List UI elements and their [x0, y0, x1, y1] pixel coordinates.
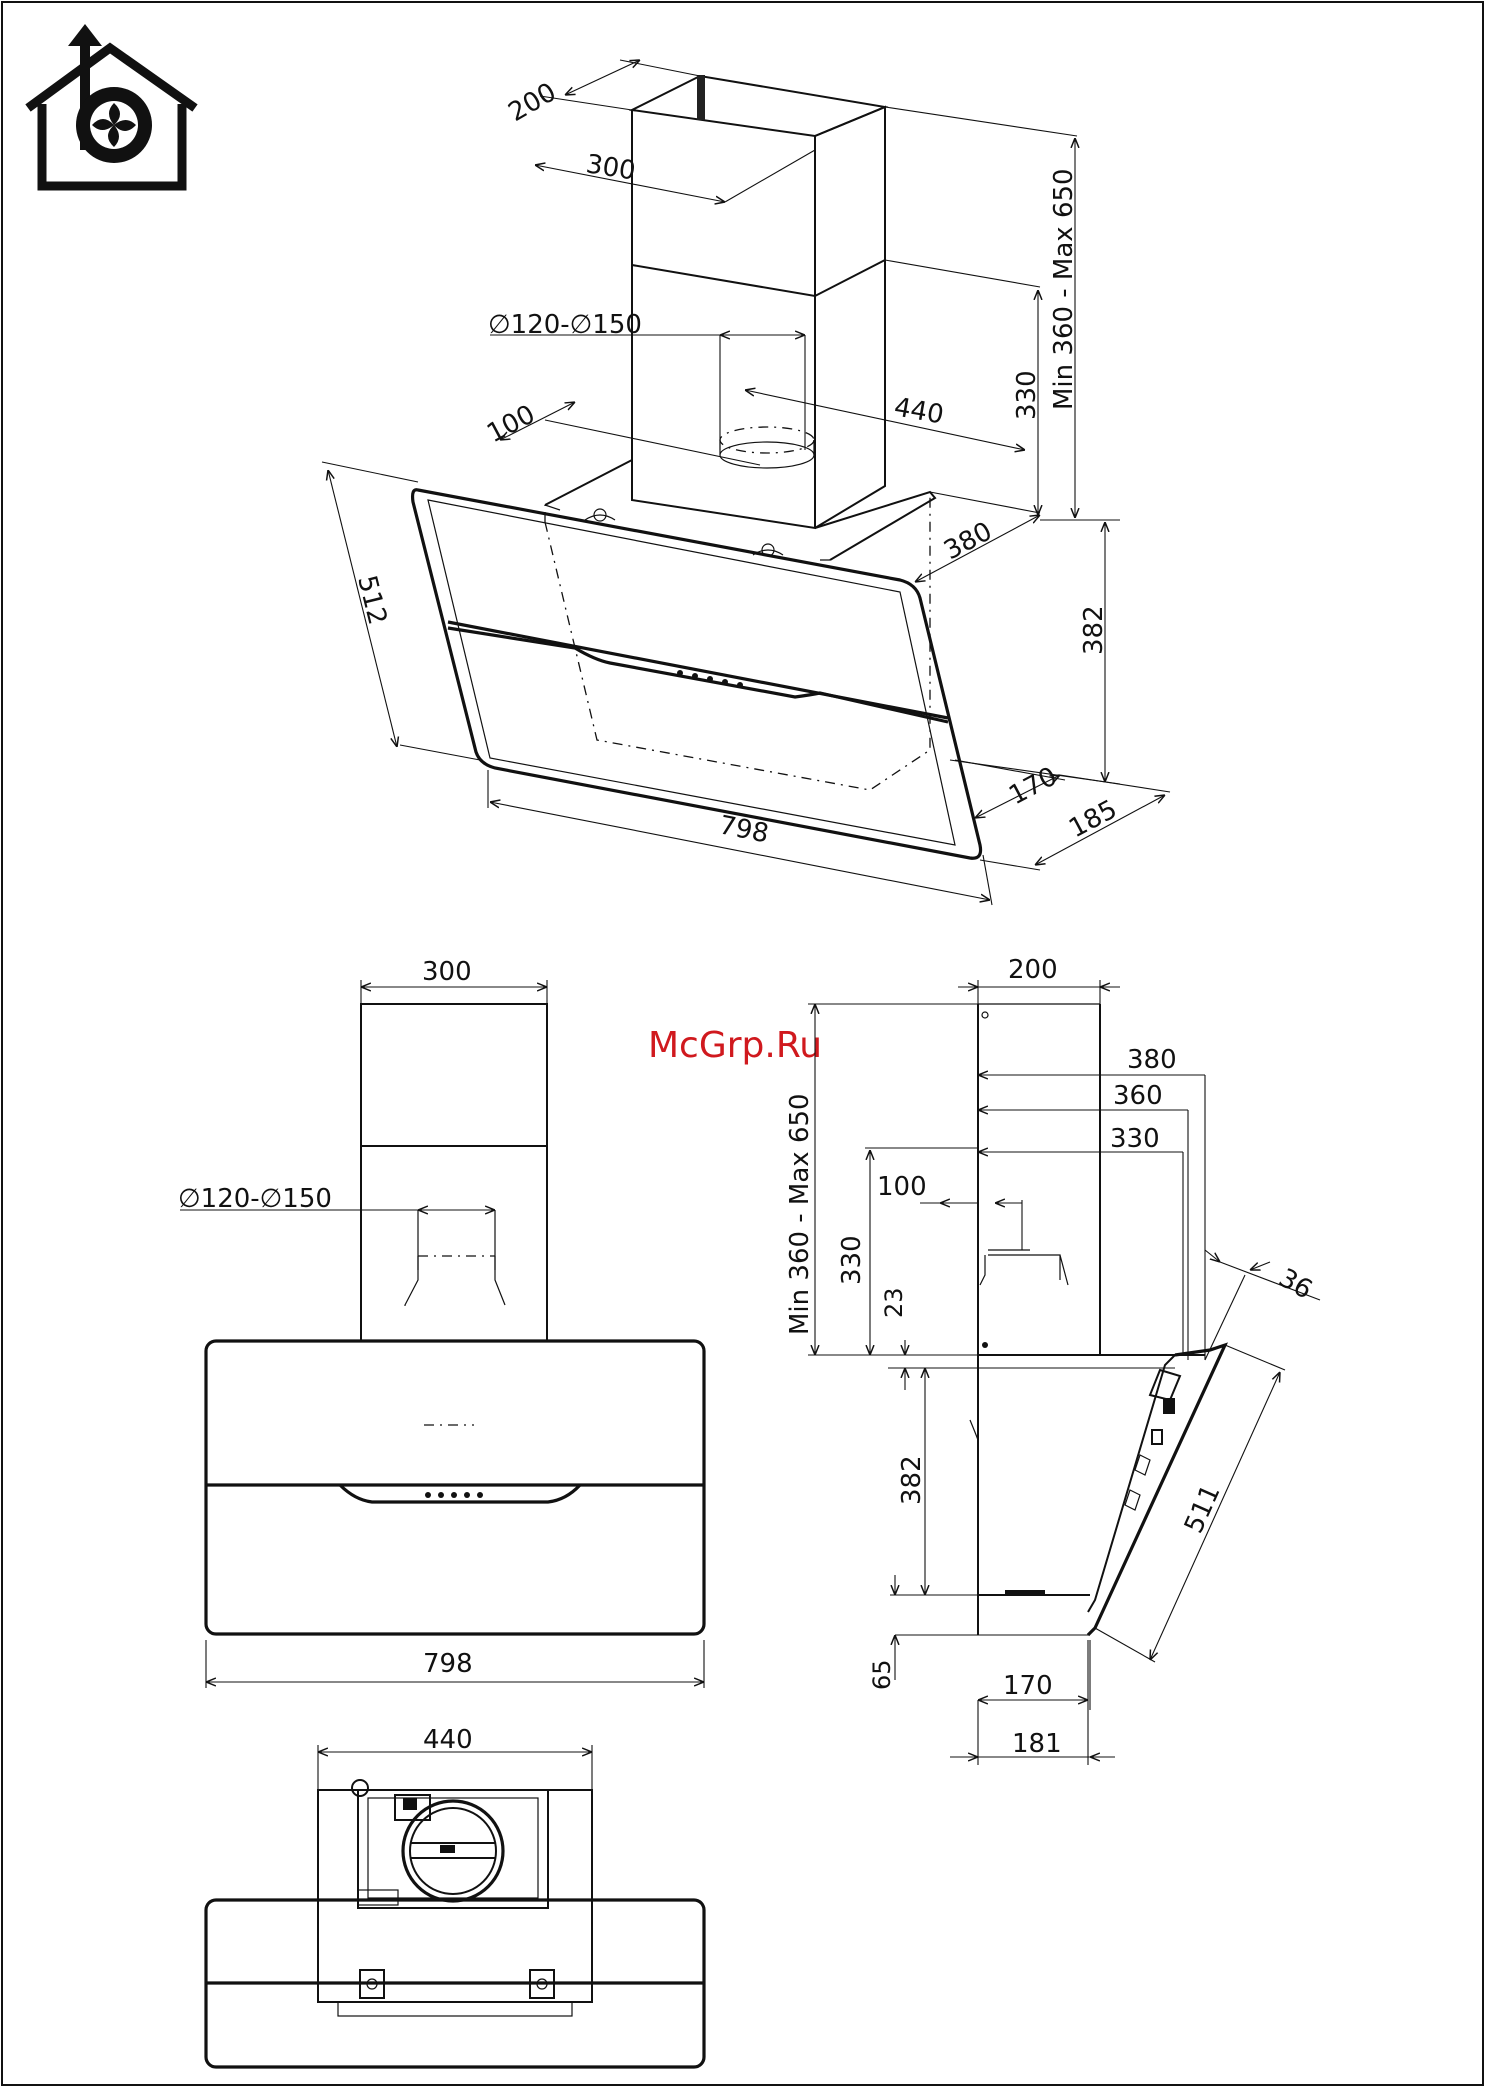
- iso-bracket: [545, 460, 935, 560]
- side-label-200: 200: [1008, 955, 1058, 985]
- side-label-511: 511: [1178, 1480, 1227, 1538]
- iso-label-798: 798: [716, 810, 772, 850]
- side-label-100: 100: [877, 1172, 927, 1202]
- iso-label-min-max: Min 360 - Max 650: [1049, 168, 1079, 410]
- watermark: McGrp.Ru: [648, 1025, 823, 1066]
- front-label-798: 798: [423, 1649, 473, 1679]
- iso-label-440: 440: [891, 392, 946, 431]
- iso-chimney: [632, 75, 885, 528]
- side-label-330-left: 330: [837, 1235, 867, 1285]
- isometric-view: [322, 60, 1170, 905]
- iso-label-185: 185: [1064, 794, 1123, 845]
- front-label-300: 300: [422, 957, 472, 987]
- iso-label-380: 380: [939, 516, 998, 567]
- side-label-65: 65: [868, 1659, 896, 1690]
- side-view: [808, 980, 1320, 1765]
- ducted-exhaust-house-icon: [28, 24, 195, 186]
- side-label-382: 382: [897, 1455, 927, 1505]
- iso-label-382: 382: [1079, 605, 1109, 655]
- front-view: [180, 980, 704, 1688]
- iso-label-330: 330: [1012, 370, 1042, 420]
- iso-label-170: 170: [1004, 761, 1063, 812]
- side-label-181: 181: [1012, 1729, 1062, 1759]
- side-label-min-max: Min 360 - Max 650: [785, 1093, 815, 1335]
- top-label-440: 440: [423, 1725, 473, 1755]
- side-label-23: 23: [880, 1287, 908, 1318]
- side-label-380: 380: [1127, 1045, 1177, 1075]
- front-label-diameter: ∅120-∅150: [178, 1184, 332, 1214]
- iso-label-200: 200: [503, 77, 562, 129]
- iso-duct-outlet: [720, 427, 814, 468]
- iso-label-512: 512: [351, 572, 393, 628]
- side-label-330-top: 330: [1110, 1124, 1160, 1154]
- side-label-36: 36: [1273, 1263, 1318, 1306]
- iso-label-100: 100: [482, 399, 541, 450]
- side-label-170: 170: [1003, 1671, 1053, 1701]
- iso-label-300: 300: [583, 149, 638, 187]
- iso-label-diameter: ∅120-∅150: [488, 310, 642, 340]
- side-label-360: 360: [1113, 1081, 1163, 1111]
- top-view: [206, 1745, 704, 2067]
